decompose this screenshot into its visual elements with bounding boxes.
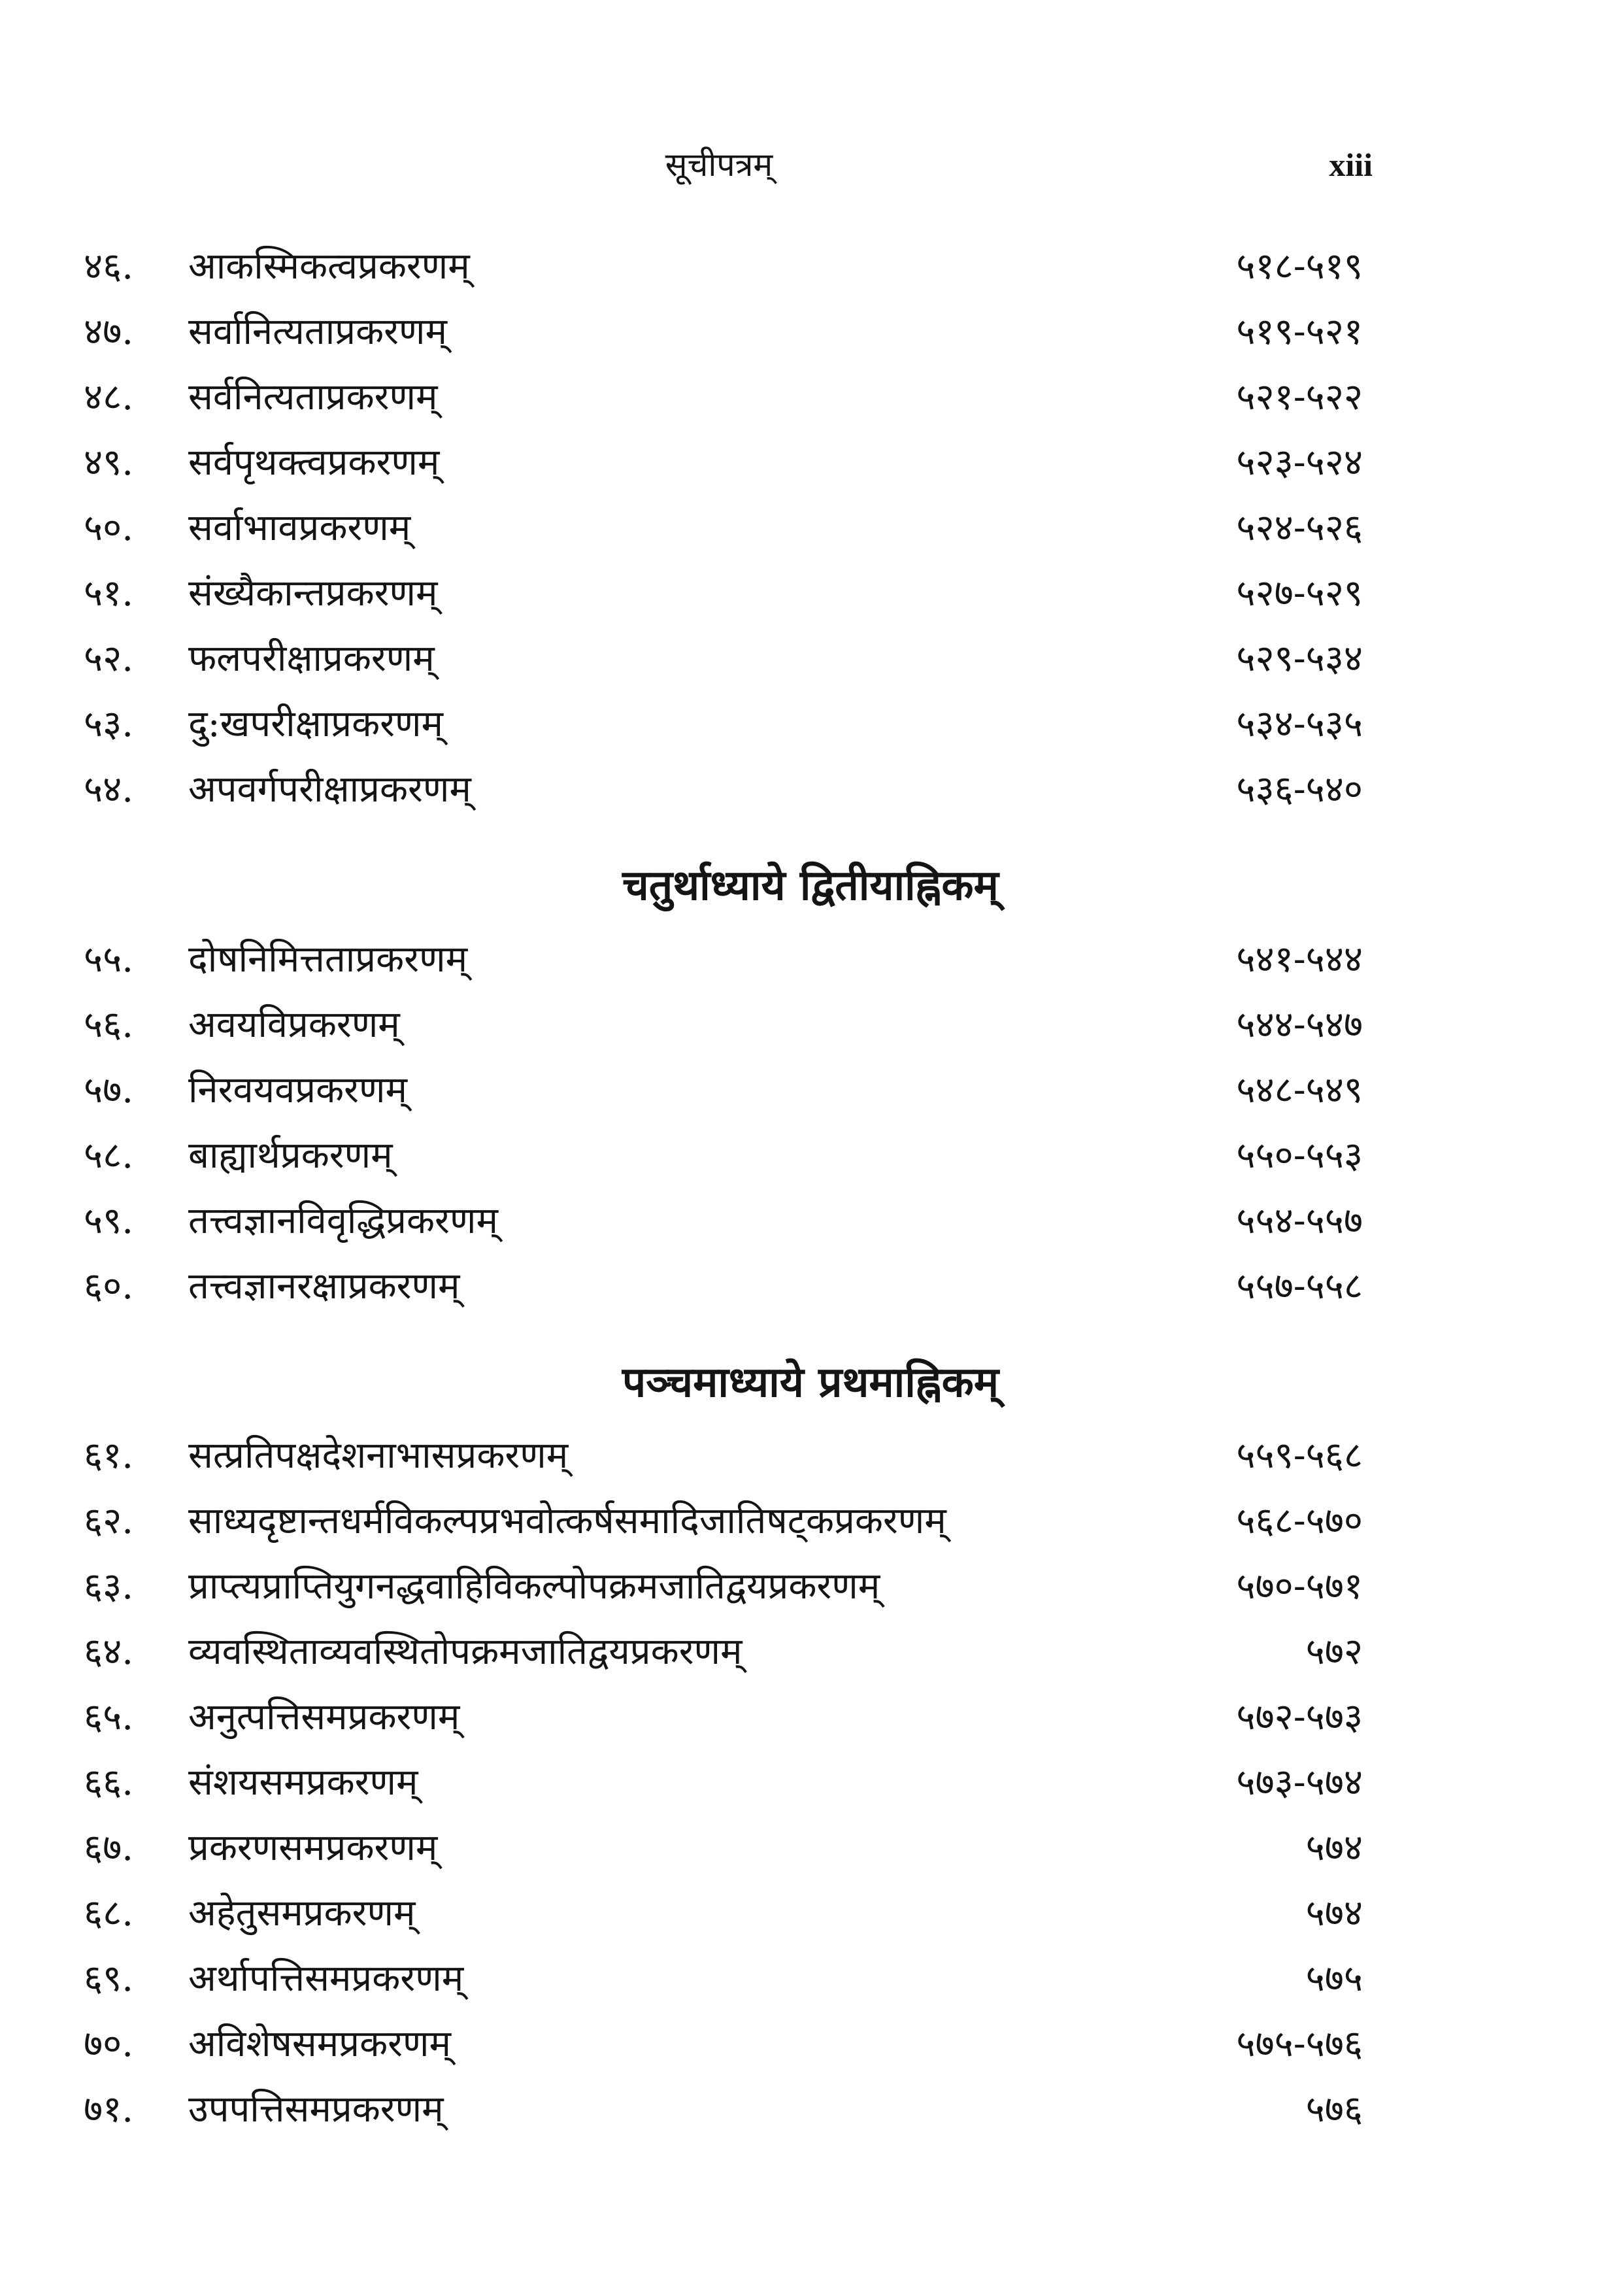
toc-entry: [0, 927, 1621, 992]
entry-page-range: ५७२: [1305, 1630, 1363, 1673]
toc-entry: [0, 430, 1621, 496]
entry-number: ४६.: [84, 245, 134, 288]
entry-page-range: ५२७-५२९: [1236, 572, 1363, 615]
toc-entry: [0, 1189, 1621, 1254]
entry-title: अर्थापत्तिसमप्रकरणम्: [188, 1957, 464, 2000]
entry-number: ५४.: [84, 768, 134, 811]
entry-title: व्यवस्थिताव्यवस्थितोपक्रमजातिद्वयप्रकरणम्: [188, 1630, 743, 1673]
entry-title: निरवयवप्रकरणम्: [188, 1069, 407, 1111]
entry-number: ४७.: [84, 311, 134, 353]
running-header-title: सूचीपत्रम्: [665, 146, 773, 184]
toc-entry: [0, 757, 1621, 822]
entry-number: ४९.: [84, 441, 134, 484]
entry-number: ५०.: [84, 507, 134, 549]
entry-title: अपवर्गपरीक्षाप्रकरणम्: [188, 768, 471, 811]
entry-page-range: ५७५: [1305, 1957, 1363, 2000]
entry-page-range: ५३४-५३५: [1236, 703, 1363, 745]
entry-page-range: ५१९-५२१: [1236, 311, 1363, 353]
entry-number: ६८.: [84, 1892, 134, 1934]
toc-entry: [0, 1946, 1621, 2012]
entry-title: अवयविप्रकरणम्: [188, 1004, 400, 1046]
entry-page-range: ५३६-५४०: [1236, 768, 1363, 811]
toc-entry: [0, 1815, 1621, 1881]
entry-title: संशयसमप्रकरणम्: [188, 1761, 418, 1804]
toc-entry: [0, 1489, 1621, 1554]
entry-page-range: ५७६: [1305, 2088, 1363, 2131]
entry-title: सर्वाभावप्रकरणम्: [188, 507, 411, 549]
entry-title: अहेतुसमप्रकरणम्: [188, 1892, 416, 1934]
entry-page-range: ५७२-५७३: [1236, 1696, 1363, 1738]
toc-entry: [0, 1619, 1621, 1685]
entry-title: दोषनिमित्तताप्रकरणम्: [188, 938, 468, 981]
entry-page-range: ५६८-५७०: [1236, 1500, 1363, 1542]
entry-number: ७१.: [84, 2088, 134, 2131]
entry-number: ६६.: [84, 1761, 134, 1804]
toc-entry: [0, 1058, 1621, 1123]
toc-entry: [0, 299, 1621, 365]
entry-number: ५७.: [84, 1069, 134, 1111]
entry-page-range: ५५९-५६८: [1236, 1434, 1363, 1477]
toc-entry: [0, 992, 1621, 1058]
entry-title: सत्प्रतिपक्षदेशनाभासप्रकरणम्: [188, 1434, 569, 1477]
entry-title: दु:खपरीक्षाप्रकरणम्: [188, 703, 444, 745]
entry-page-range: ५५४-५५७: [1236, 1200, 1363, 1242]
entry-title: अविशेषसमप्रकरणम्: [188, 2023, 451, 2065]
entry-title: उपपत्तिसमप्रकरणम्: [188, 2088, 444, 2131]
entry-title: सर्वानित्यताप्रकरणम्: [188, 311, 447, 353]
toc-entry: [0, 365, 1621, 430]
toc-entry: [0, 2012, 1621, 2077]
entry-page-range: ५७०-५७१: [1236, 1565, 1363, 1608]
entry-page-range: ५१८-५१९: [1236, 245, 1363, 288]
entry-number: ६२.: [84, 1500, 134, 1542]
entry-title: बाह्यार्थप्रकरणम्: [188, 1134, 393, 1177]
toc-entry: [0, 234, 1621, 299]
entry-number: ६७.: [84, 1827, 134, 1869]
entry-number: ६४.: [84, 1630, 134, 1673]
entry-page-range: ५५७-५५८: [1236, 1265, 1363, 1308]
toc-entry: [0, 1423, 1621, 1489]
section-heading: चतुर्थाध्याये द्वितीयाह्निकम्: [622, 861, 999, 910]
entry-page-range: ५४४-५४७: [1236, 1004, 1363, 1046]
toc-entry: [0, 2077, 1621, 2142]
toc-entry: [0, 1254, 1621, 1319]
toc-entry: [0, 496, 1621, 561]
entry-number: ५३.: [84, 703, 134, 745]
toc-entry: [0, 692, 1621, 757]
entry-number: ५६.: [84, 1004, 134, 1046]
entry-number: ५९.: [84, 1200, 134, 1242]
entry-title: संख्यैकान्तप्रकरणम्: [188, 572, 438, 615]
toc-entry: [0, 1881, 1621, 1946]
entry-page-range: ५५०-५५३: [1236, 1134, 1363, 1177]
entry-page-range: ५४८-५४९: [1236, 1069, 1363, 1111]
entry-page-range: ५२९-५३४: [1236, 637, 1363, 680]
entry-page-range: ५२४-५२६: [1236, 507, 1363, 549]
toc-entry: [0, 1750, 1621, 1815]
entry-page-range: ५७५-५७६: [1236, 2023, 1363, 2065]
toc-entry: [0, 561, 1621, 626]
entry-number: ५५.: [84, 938, 134, 981]
entry-title: अनुत्पत्तिसमप्रकरणम्: [188, 1696, 460, 1738]
entry-title: साध्यदृष्टान्तधर्मविकल्पप्रभवोत्कर्षसमादिजातिषट्कप्रकरणम्: [188, 1500, 946, 1542]
entry-title: सर्वपृथक्त्वप्रकरणम्: [188, 441, 440, 484]
entry-title: प्रकरणसमप्रकरणम्: [188, 1827, 438, 1869]
entry-title: आकस्मिकत्वप्रकरणम्: [188, 245, 470, 288]
entry-page-range: ५२३-५२४: [1236, 441, 1363, 484]
entry-title: प्राप्त्यप्राप्तियुगनद्धवाहिविकल्पोपक्रमजातिद्वयप्रकरणम्: [188, 1565, 880, 1608]
entry-title: सर्वनित्यताप्रकरणम्: [188, 376, 438, 418]
entry-page-range: ५७३-५७४: [1236, 1761, 1363, 1804]
entry-number: ५१.: [84, 572, 134, 615]
entry-number: ६३.: [84, 1565, 134, 1608]
page-number: xiii: [1329, 146, 1373, 183]
entry-title: तत्त्वज्ञानरक्षाप्रकरणम्: [188, 1265, 460, 1308]
entry-title: तत्त्वज्ञानविवृद्धिप्रकरणम्: [188, 1200, 498, 1242]
toc-entry: [0, 1685, 1621, 1750]
toc-entry: [0, 1554, 1621, 1619]
entry-page-range: ५७४: [1305, 1892, 1363, 1934]
entry-page-range: ५७४: [1305, 1827, 1363, 1869]
entry-number: ७०.: [84, 2023, 134, 2065]
entry-title: फलपरीक्षाप्रकरणम्: [188, 637, 435, 680]
entry-number: ६०.: [84, 1265, 134, 1308]
entry-number: ५८.: [84, 1134, 134, 1177]
entry-number: ५२.: [84, 637, 134, 680]
section-heading: पञ्चमाध्याये प्रथमाह्निकम्: [622, 1358, 999, 1407]
entry-number: ६५.: [84, 1696, 134, 1738]
entry-number: ६१.: [84, 1434, 134, 1477]
toc-entry: [0, 1123, 1621, 1189]
entry-number: ४८.: [84, 376, 134, 418]
toc-entry: [0, 626, 1621, 692]
entry-number: ६९.: [84, 1957, 134, 2000]
entry-page-range: ५४१-५४४: [1236, 938, 1363, 981]
entry-page-range: ५२१-५२२: [1236, 376, 1363, 418]
